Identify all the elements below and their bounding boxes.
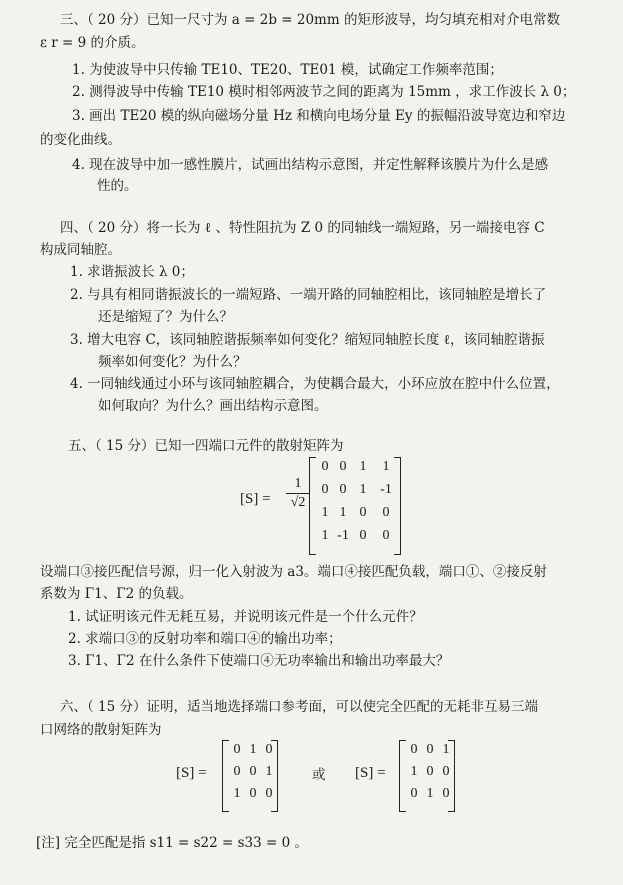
- q3-item-2: 2. 测得波导中传输 TE10 模时相邻两波节之间的距离为 15mm ，求工作波长 λ 0；: [72, 84, 576, 100]
- q6-matrix1-cell-2-2: 0: [249, 764, 257, 779]
- q5-s-label: [S] =: [240, 491, 271, 507]
- q6-heading-line2: 口网络的散射矩阵为: [40, 722, 162, 738]
- q6-matrix2-cell-3-3: 0: [442, 786, 450, 801]
- q3-item-3-line2: 的变化曲线。: [40, 132, 121, 148]
- q5-matrix-cell-3-2: 1: [339, 505, 347, 520]
- q5-item-1: 1. 试证明该元件无耗互易，并说明该元件是一个什么元件？: [68, 609, 423, 625]
- q5-matrix-cell-2-4: -1: [380, 482, 392, 497]
- q5-matrix-cell-1-3: 1: [359, 459, 367, 474]
- q6-matrix1-cell-2-3: 1: [265, 764, 273, 779]
- q6-matrix1-left-bracket: [222, 740, 229, 812]
- q4-item-4-line2: 如何取向？为什么？画出结构示意图。: [98, 398, 328, 414]
- q5-matrix-cell-4-3: 0: [359, 528, 367, 543]
- q6-s-label-1: [S] =: [176, 765, 207, 781]
- q4-item-2-line2: 还是缩短了？为什么？: [98, 309, 233, 325]
- q5-fraction-numerator: 1: [294, 476, 302, 491]
- q6-matrix-1: [229, 742, 277, 808]
- q6-s-label-2: [S] =: [355, 765, 386, 781]
- q3-item-4-line2: 性的。: [97, 178, 138, 194]
- q6-matrix2-cell-3-1: 0: [410, 786, 418, 801]
- q5-matrix-cell-3-4: 0: [382, 505, 390, 520]
- q5-paragraph-line2: 系数为 Γ1、Γ2 的负载。: [40, 586, 193, 602]
- q3-item-1: 1. 为使波导中只传输 TE10、TE20、TE01 模，试确定工作频率范围；: [72, 62, 503, 78]
- q4-item-1: 1. 求谐振波长 λ 0；: [70, 264, 194, 280]
- q3-item-4-line1: 4. 现在波导中加一感性膜片，试画出结构示意图，并定性解释该膜片为什么是感: [72, 157, 549, 173]
- q4-item-2-line1: 2. 与具有相同谐振波长的一端短路、一端开路的同轴腔相比，该同轴腔是增长了: [70, 287, 547, 303]
- q5-matrix-right-bracket: [394, 457, 401, 555]
- q5-matrix-cell-3-1: 1: [321, 505, 329, 520]
- q5-item-2: 2. 求端口③的反射功率和端口④的输出功率；: [68, 631, 342, 647]
- q6-matrix2-left-bracket: [399, 740, 406, 812]
- q6-matrix2-cell-1-2: 0: [426, 742, 434, 757]
- q4-item-3-line1: 3. 增大电容 C，该同轴腔谐振频率如何变化？缩短同轴腔长度 ℓ，该同轴腔谐振: [70, 332, 545, 348]
- q5-matrix-cell-2-1: 0: [321, 482, 329, 497]
- q3-heading-line2: ε r = 9 的介质。: [40, 35, 145, 51]
- q6-matrix1-cell-2-1: 0: [233, 764, 241, 779]
- q4-item-4-line1: 4. 一同轴线通过小环与该同轴腔耦合，为使耦合最大，小环应放在腔中什么位置，: [70, 376, 560, 392]
- q6-note: [注] 完全匹配是指 s11 = s22 = s33 = 0 。: [36, 835, 308, 851]
- q5-fraction: [286, 476, 310, 511]
- q5-matrix-cell-2-2: 0: [339, 482, 347, 497]
- q5-fraction-denominator: √2: [290, 495, 306, 510]
- q6-matrix2-cell-1-1: 0: [410, 742, 418, 757]
- q5-matrix-cell-4-2: -1: [337, 528, 349, 543]
- q6-matrix2-cell-3-2: 1: [426, 786, 434, 801]
- q4-item-3-line2: 频率如何变化？为什么？: [98, 354, 247, 370]
- q5-matrix-cell-4-1: 1: [321, 528, 329, 543]
- q6-matrix-2: [406, 742, 454, 808]
- q5-scattering-matrix: [316, 459, 398, 551]
- q4-heading-line2: 构成同轴腔。: [40, 242, 121, 258]
- q5-matrix-cell-1-2: 0: [339, 459, 347, 474]
- q6-or: 或: [312, 767, 326, 783]
- q6-matrix1-cell-3-3: 0: [265, 786, 273, 801]
- q5-matrix-cell-4-4: 0: [382, 528, 390, 543]
- q6-matrix1-cell-1-2: 1: [249, 742, 257, 757]
- q5-paragraph-line1: 设端口③接匹配信号源，归一化入射波为 a3。端口④接匹配负载，端口①、②接反射: [40, 564, 547, 580]
- q5-matrix-cell-1-1: 0: [321, 459, 329, 474]
- q6-matrix1-right-bracket: [271, 740, 278, 812]
- q6-matrix1-cell-3-2: 0: [249, 786, 257, 801]
- q6-heading-line1: 六、（ 15 分）证明，适当地选择端口参考面，可以使完全匹配的无耗非互易三端: [60, 699, 539, 715]
- q5-matrix-left-bracket: [309, 457, 316, 555]
- q6-matrix1-cell-1-1: 0: [233, 742, 241, 757]
- q3-item-3-line1: 3. 画出 TE20 模的纵向磁场分量 Hz 和横向电场分量 Ey 的振幅沿波导宽边和窄边: [72, 108, 566, 124]
- q4-heading-line1: 四、（ 20 分）将一长为 ℓ 、特性阻抗为 Z 0 的同轴线一端短路，另一端接电容 C: [60, 220, 545, 236]
- q6-matrix2-right-bracket: [448, 740, 455, 812]
- q6-matrix1-cell-3-1: 1: [233, 786, 241, 801]
- q5-matrix-cell-3-3: 0: [359, 505, 367, 520]
- q5-matrix-cell-1-4: 1: [382, 459, 390, 474]
- q5-item-3: 3. Γ1、Γ2 在什么条件下使端口④无功率输出和输出功率最大？: [68, 653, 450, 669]
- q6-matrix2-cell-2-2: 0: [426, 764, 434, 779]
- q6-matrix1-cell-1-3: 0: [265, 742, 273, 757]
- q5-heading: 五、（ 15 分）已知一四端口元件的散射矩阵为: [68, 438, 344, 454]
- q6-matrix2-cell-2-3: 0: [442, 764, 450, 779]
- q6-matrix2-cell-1-3: 1: [442, 742, 450, 757]
- q6-matrix2-cell-2-1: 1: [410, 764, 418, 779]
- q3-heading-line1: 三、（ 20 分）已知一尺寸为 a = 2b = 20mm 的矩形波导，均匀填充相对介电常数: [60, 12, 560, 28]
- q5-matrix-cell-2-3: 1: [359, 482, 367, 497]
